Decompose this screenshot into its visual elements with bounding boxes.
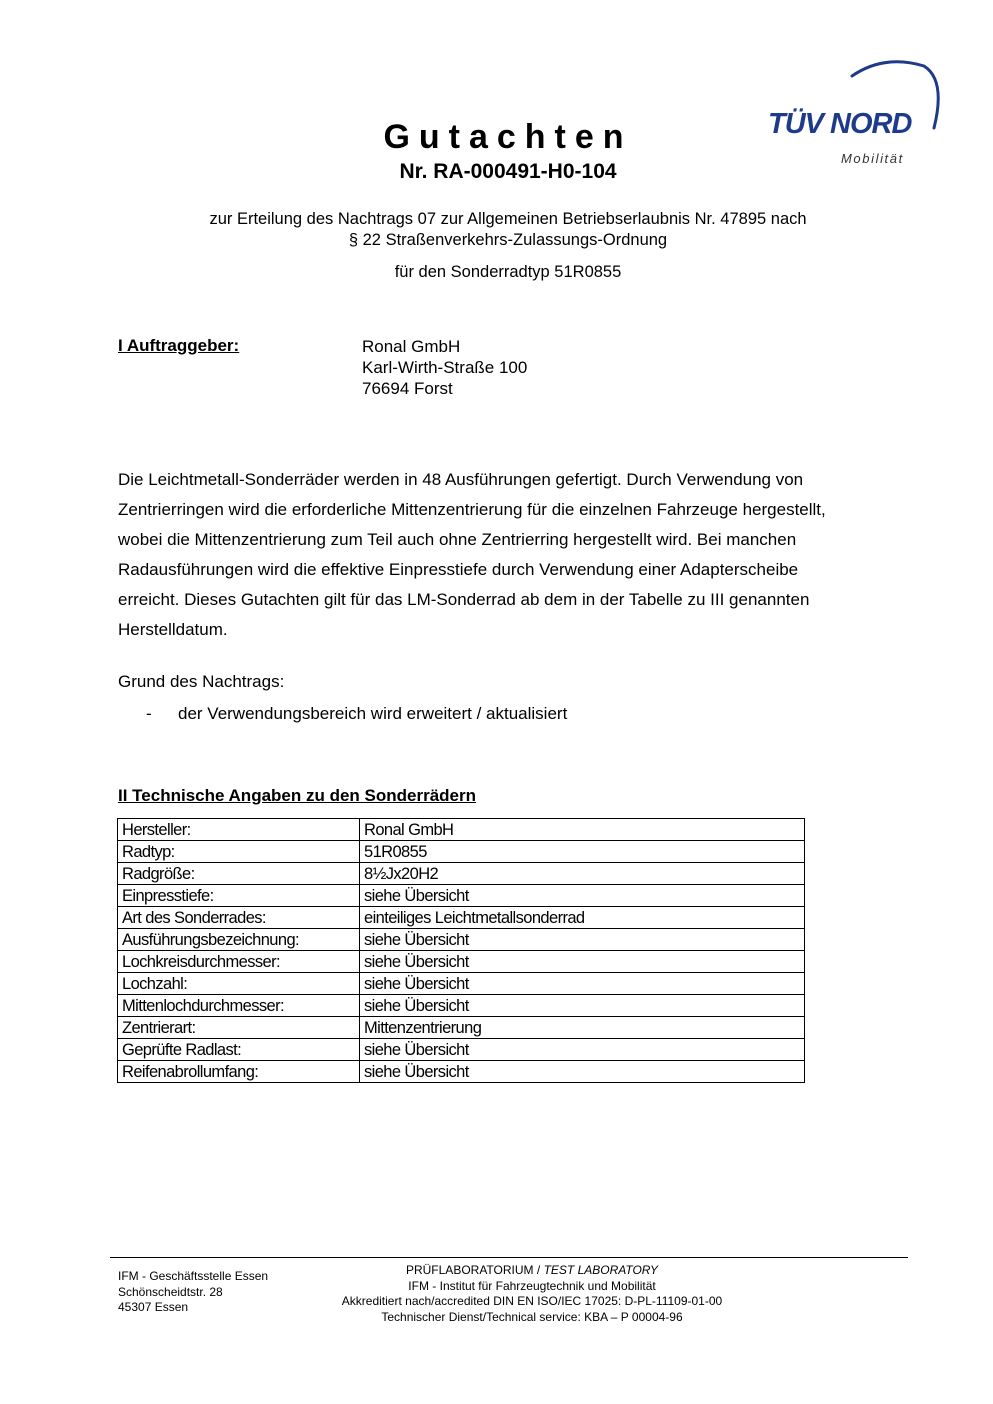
page-title: Gutachten <box>383 118 633 156</box>
description-line: erreicht. Dieses Gutachten gilt für das LM-Sonderrad ab dem in der Tabelle zu III genannten <box>118 590 810 609</box>
row-value: siehe Übersicht <box>360 1061 805 1083</box>
row-label: Reifenabrollumfang: <box>118 1061 360 1083</box>
purpose-text <box>0 209 993 251</box>
footer-institute: IFM - Institut für Fahrzeugtechnik und Mobilität <box>408 1278 656 1293</box>
row-label: Hersteller: <box>118 819 360 841</box>
row-label: Geprüfte Radlast: <box>118 1039 360 1061</box>
row-value: siehe Übersicht <box>360 995 805 1017</box>
report-number: Nr. RA-000491-H0-104 <box>399 160 617 183</box>
list-bullet: - <box>146 704 152 723</box>
row-value: siehe Übersicht <box>360 885 805 907</box>
footer-divider <box>110 1257 908 1258</box>
footer-accreditation: Akkreditiert nach/accredited DIN EN ISO/IEC 17025: D-PL-11109-01-00 <box>341 1294 723 1308</box>
row-label: Zentrierart: <box>118 1017 360 1039</box>
footer-lab-info <box>232 1263 832 1325</box>
row-value: siehe Übersicht <box>360 929 805 951</box>
purpose-line-1: zur Erteilung des Nachtrags 07 zur Allgemeinen Betriebserlaubnis Nr. 47895 nach <box>209 210 807 228</box>
row-value: siehe Übersicht <box>360 973 805 995</box>
footer-office-street: Schönscheidtstr. 28 <box>118 1284 223 1299</box>
row-value: 8½Jx20H2 <box>360 863 805 885</box>
table-row <box>118 819 805 841</box>
row-label: Einpresstiefe: <box>118 885 360 907</box>
reason-list-item: der Verwendungsbereich wird erweitert / aktualisiert <box>178 704 568 723</box>
description-line: Herstelldatum. <box>118 620 228 639</box>
client-city: 76694 Forst <box>362 379 453 398</box>
row-label: Lochkreisdurchmesser: <box>118 951 360 973</box>
row-label: Mittenlochdurchmesser: <box>118 995 360 1017</box>
description-line: wobei die Mittenzentrierung zum Teil auch ohne Zentrierring hergestellt wird. Bei manchen <box>118 530 797 549</box>
row-label: Lochzahl: <box>118 973 360 995</box>
row-label: Ausführungsbezeichnung: <box>118 929 360 951</box>
description-paragraph <box>118 465 908 645</box>
description-line: Radausführungen wird die effektive Einpresstiefe durch Verwendung einer Adapterscheibe <box>118 560 799 579</box>
table-row <box>118 863 805 885</box>
row-value: siehe Übersicht <box>360 1039 805 1061</box>
table-row <box>118 1039 805 1061</box>
table-row <box>118 885 805 907</box>
row-value: 51R0855 <box>360 841 805 863</box>
table-row <box>118 973 805 995</box>
logo-brand: TÜV NORD <box>768 108 912 140</box>
footer-office-city: 45307 Essen <box>118 1300 189 1314</box>
row-value: einteiliges Leichtmetallsonderrad <box>360 907 805 929</box>
row-value: Ronal GmbH <box>360 819 805 841</box>
table-row <box>118 1017 805 1039</box>
row-label: Radgröße: <box>118 863 360 885</box>
purpose-line-2: § 22 Straßenverkehrs-Zulassungs-Ordnung <box>348 231 668 249</box>
table-row <box>118 995 805 1017</box>
description-line: Die Leichtmetall-Sonderräder werden in 48 Ausführungen gefertigt. Durch Verwendung von <box>118 470 804 489</box>
logo-subtitle: Mobilität <box>841 151 904 166</box>
row-label: Art des Sonderrades: <box>118 907 360 929</box>
footer-lab-en: TEST LABORATORY <box>543 1263 659 1277</box>
reason-heading: Grund des Nachtrags: <box>118 672 285 691</box>
footer-technical-service: Technischer Dienst/Technical service: KBA – P 00004-96 <box>381 1309 683 1324</box>
client-address <box>362 336 527 399</box>
technical-data-table <box>117 818 805 1083</box>
table-row <box>118 929 805 951</box>
table-row <box>118 1061 805 1083</box>
footer-lab-de: PRÜFLABORATORIUM / <box>405 1263 541 1277</box>
footer-lab-title <box>232 1263 832 1279</box>
table-row <box>118 907 805 929</box>
footer-office-name: IFM - Geschäftsstelle Essen <box>118 1269 269 1283</box>
description-line: Zentrierringen wird die erforderliche Mittenzentrierung für die einzelnen Fahrzeuge hergestellt, <box>118 500 826 519</box>
client-label: I Auftraggeber: <box>118 336 240 355</box>
section-heading-technical: II Technische Angaben zu den Sonderrädern <box>118 786 477 805</box>
wheel-type-line: für den Sonderradtyp 51R0855 <box>394 263 622 281</box>
row-value: Mittenzentrierung <box>360 1017 805 1039</box>
client-name: Ronal GmbH <box>362 337 461 356</box>
table-row <box>118 951 805 973</box>
row-value: siehe Übersicht <box>360 951 805 973</box>
client-street: Karl-Wirth-Straße 100 <box>362 358 528 377</box>
row-label: Radtyp: <box>118 841 360 863</box>
table-row <box>118 841 805 863</box>
